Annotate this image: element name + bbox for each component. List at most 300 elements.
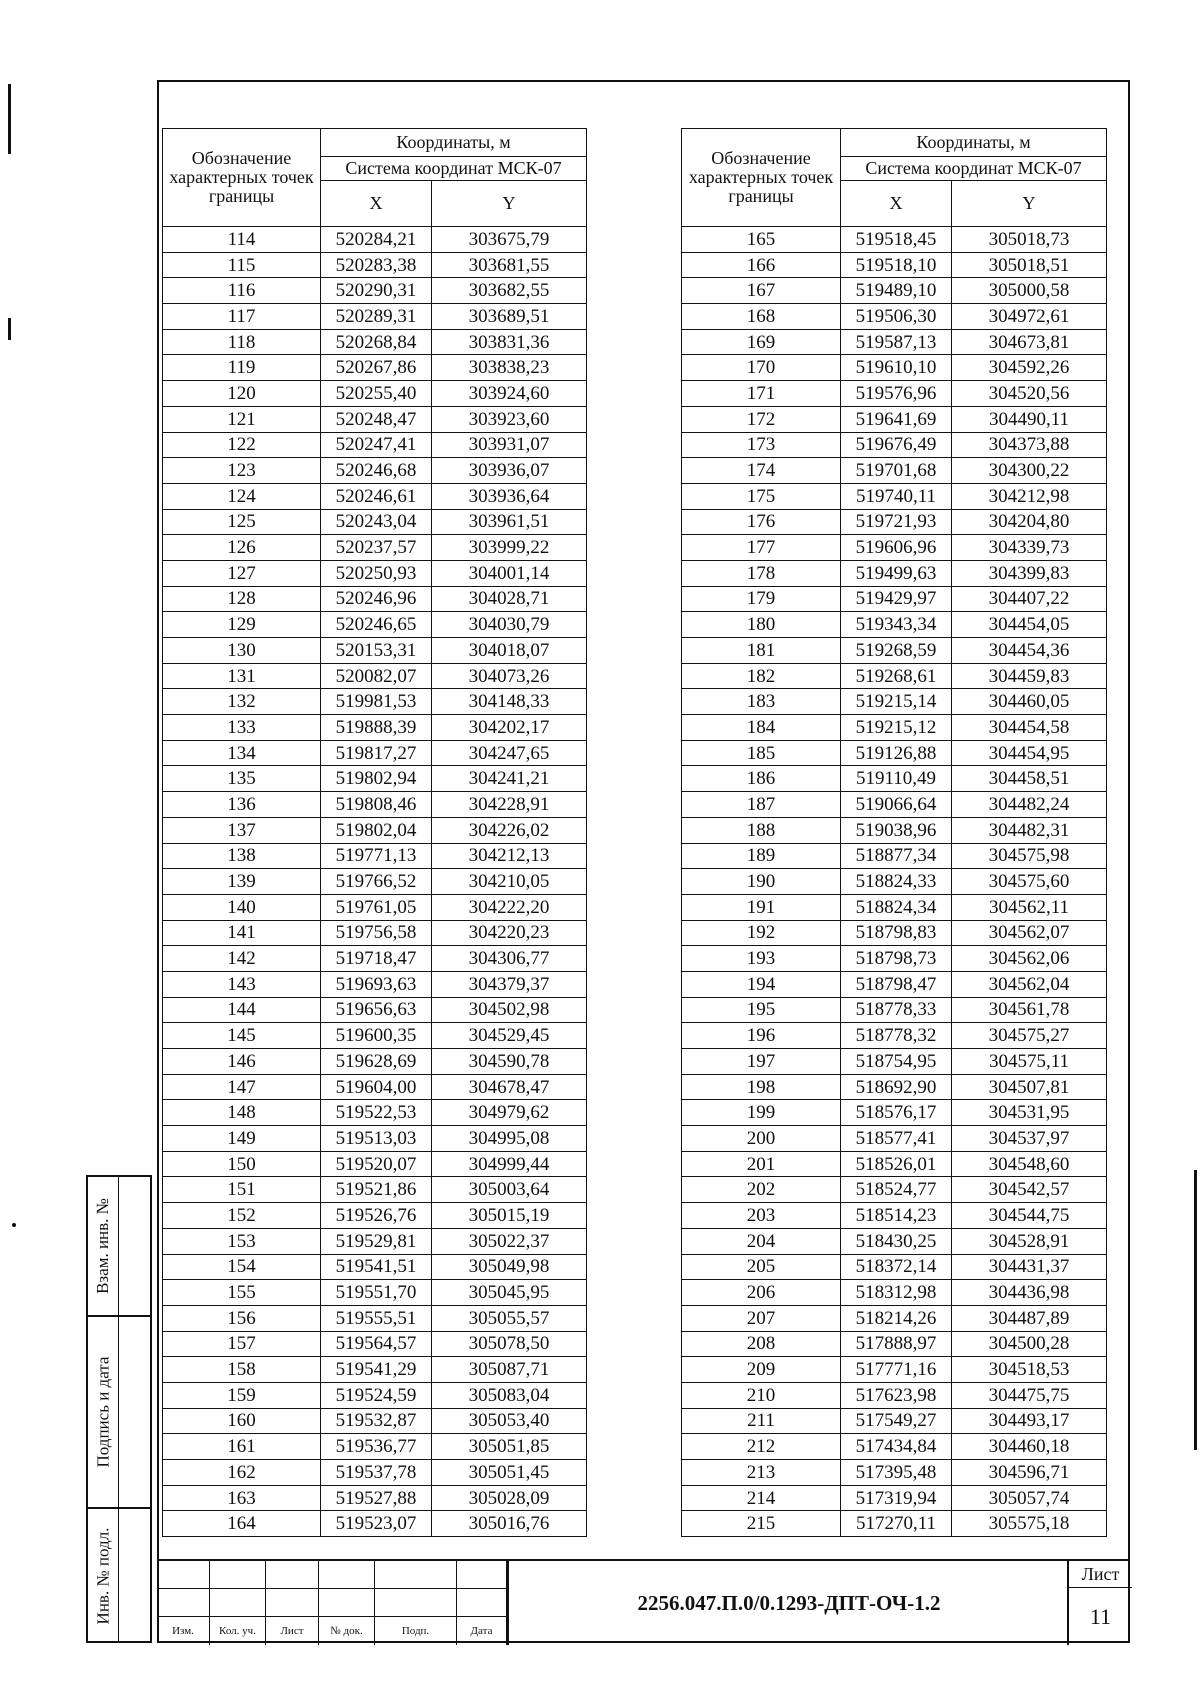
- y-coordinate-cell: 304454,36: [952, 638, 1107, 664]
- y-coordinate-cell: 304487,89: [952, 1305, 1107, 1331]
- point-number-cell: 136: [163, 792, 321, 818]
- coordinates-table-left: [162, 128, 587, 1537]
- x-coordinate-cell: 519343,34: [841, 612, 952, 638]
- y-coordinate-cell: 304018,07: [432, 638, 587, 664]
- sheet-box: [1067, 1561, 1132, 1645]
- y-coordinate-cell: 304148,33: [432, 689, 587, 715]
- x-coordinate-cell: 520246,65: [321, 612, 432, 638]
- table-row: [163, 971, 587, 997]
- point-number-cell: 169: [682, 329, 841, 355]
- point-number-cell: 203: [682, 1203, 841, 1229]
- side-stamp: [86, 1175, 152, 1643]
- x-coordinate-cell: 519610,10: [841, 355, 952, 381]
- point-number-cell: 121: [163, 406, 321, 432]
- x-coordinate-cell: 520267,86: [321, 355, 432, 381]
- y-coordinate-cell: 304204,80: [952, 509, 1107, 535]
- point-number-cell: 186: [682, 766, 841, 792]
- x-coordinate-cell: 519888,39: [321, 715, 432, 741]
- point-number-cell: 138: [163, 843, 321, 869]
- x-coordinate-cell: 518877,34: [841, 843, 952, 869]
- y-coordinate-cell: 305078,50: [432, 1331, 587, 1357]
- y-coordinate-cell: 303961,51: [432, 509, 587, 535]
- table-row: [163, 432, 587, 458]
- point-number-cell: 190: [682, 869, 841, 895]
- table-row: [163, 1331, 587, 1357]
- point-number-cell: 131: [163, 663, 321, 689]
- point-number-cell: 207: [682, 1305, 841, 1331]
- x-coordinate-cell: 520246,96: [321, 586, 432, 612]
- table-row: [682, 1228, 1107, 1254]
- point-number-cell: 155: [163, 1280, 321, 1306]
- x-coordinate-cell: 520153,31: [321, 638, 432, 664]
- point-number-cell: 202: [682, 1177, 841, 1203]
- table-row: [682, 920, 1107, 946]
- point-number-cell: 149: [163, 1126, 321, 1152]
- table-row: [163, 1485, 587, 1511]
- point-number-cell: 157: [163, 1331, 321, 1357]
- point-number-cell: 163: [163, 1485, 321, 1511]
- y-coordinate-cell: 303999,22: [432, 535, 587, 561]
- y-coordinate-cell: 304673,81: [952, 329, 1107, 355]
- table-row: [682, 1074, 1107, 1100]
- table-row: [163, 1280, 587, 1306]
- table-row: [163, 1074, 587, 1100]
- x-coordinate-cell: 520255,40: [321, 381, 432, 407]
- x-coordinate-cell: 519268,61: [841, 663, 952, 689]
- point-number-cell: 209: [682, 1357, 841, 1383]
- table-row: [163, 535, 587, 561]
- y-coordinate-cell: 304562,04: [952, 971, 1107, 997]
- table-row: [163, 792, 587, 818]
- y-header: Y: [432, 181, 587, 227]
- table-row: [682, 304, 1107, 330]
- table-row: [682, 278, 1107, 304]
- x-coordinate-cell: 518798,73: [841, 946, 952, 972]
- table-row: [682, 997, 1107, 1023]
- x-coordinate-cell: 519551,70: [321, 1280, 432, 1306]
- table-row: [163, 1151, 587, 1177]
- point-number-cell: 175: [682, 483, 841, 509]
- x-coordinate-cell: 518824,33: [841, 869, 952, 895]
- table-row: [682, 1177, 1107, 1203]
- left-table-body: [163, 227, 587, 1537]
- point-number-cell: 148: [163, 1100, 321, 1126]
- y-coordinate-cell: 304373,88: [952, 432, 1107, 458]
- x-coordinate-cell: 519215,12: [841, 715, 952, 741]
- sheet-number: 11: [1089, 1604, 1112, 1629]
- table-row: [163, 381, 587, 407]
- table-row: [163, 894, 587, 920]
- table-row: [682, 381, 1107, 407]
- point-number-cell: 196: [682, 1023, 841, 1049]
- table-row: [682, 1382, 1107, 1408]
- y-coordinate-cell: 304454,58: [952, 715, 1107, 741]
- coords-header: Координаты, м: [321, 129, 587, 157]
- table-row: [163, 1434, 587, 1460]
- point-number-cell: 215: [682, 1511, 841, 1537]
- side-label-inv-original: Инв. № подл.: [93, 1527, 112, 1625]
- x-coordinate-cell: 520290,31: [321, 278, 432, 304]
- x-coordinate-cell: 519524,59: [321, 1382, 432, 1408]
- y-coordinate-cell: 304247,65: [432, 740, 587, 766]
- y-coordinate-cell: 305045,95: [432, 1280, 587, 1306]
- x-coordinate-cell: 519513,03: [321, 1126, 432, 1152]
- table-row: [682, 252, 1107, 278]
- table-row: [682, 817, 1107, 843]
- x-coordinate-cell: 519536,77: [321, 1434, 432, 1460]
- table-row: [682, 227, 1107, 253]
- point-number-cell: 116: [163, 278, 321, 304]
- scan-mark: [8, 84, 11, 154]
- col-date: Дата: [457, 1617, 507, 1645]
- table-row: [163, 1382, 587, 1408]
- x-coordinate-cell: 519701,68: [841, 458, 952, 484]
- point-number-cell: 125: [163, 509, 321, 535]
- coord-system-header: Система координат МСК-07: [841, 157, 1107, 181]
- point-number-cell: 195: [682, 997, 841, 1023]
- y-coordinate-cell: 303923,60: [432, 406, 587, 432]
- point-number-cell: 154: [163, 1254, 321, 1280]
- table-row: [163, 946, 587, 972]
- point-number-cell: 147: [163, 1074, 321, 1100]
- point-number-cell: 183: [682, 689, 841, 715]
- point-number-cell: 135: [163, 766, 321, 792]
- x-coordinate-cell: 520246,68: [321, 458, 432, 484]
- x-coordinate-cell: 519600,35: [321, 1023, 432, 1049]
- table-row: [682, 406, 1107, 432]
- y-coordinate-cell: 304210,05: [432, 869, 587, 895]
- x-coordinate-cell: 518576,17: [841, 1100, 952, 1126]
- point-number-cell: 146: [163, 1049, 321, 1075]
- table-row: [163, 766, 587, 792]
- y-coordinate-cell: 304212,98: [952, 483, 1107, 509]
- y-coordinate-cell: 304548,60: [952, 1151, 1107, 1177]
- point-number-cell: 139: [163, 869, 321, 895]
- x-coordinate-cell: 518372,14: [841, 1254, 952, 1280]
- table-row: [682, 1331, 1107, 1357]
- point-number-cell: 140: [163, 894, 321, 920]
- x-coordinate-cell: 519126,88: [841, 740, 952, 766]
- y-coordinate-cell: 304537,97: [952, 1126, 1107, 1152]
- table-row: [682, 458, 1107, 484]
- table-row: [163, 1228, 587, 1254]
- table-row: [163, 920, 587, 946]
- point-number-cell: 130: [163, 638, 321, 664]
- point-number-cell: 161: [163, 1434, 321, 1460]
- x-coordinate-cell: 519038,96: [841, 817, 952, 843]
- y-coordinate-cell: 305015,19: [432, 1203, 587, 1229]
- x-coordinate-cell: 519761,05: [321, 894, 432, 920]
- y-coordinate-cell: 304030,79: [432, 612, 587, 638]
- x-coordinate-cell: 518798,83: [841, 920, 952, 946]
- table-row: [682, 1254, 1107, 1280]
- document-code: 2256.047.П.0/0.1293-ДПТ-ОЧ-1.2: [507, 1561, 1069, 1645]
- x-header: X: [841, 181, 952, 227]
- point-number-cell: 193: [682, 946, 841, 972]
- col-izm: Изм.: [157, 1617, 210, 1645]
- y-coordinate-cell: 304562,07: [952, 920, 1107, 946]
- y-coordinate-cell: 304518,53: [952, 1357, 1107, 1383]
- col-sign: Подп.: [375, 1617, 457, 1645]
- point-number-cell: 118: [163, 329, 321, 355]
- y-coordinate-cell: 304678,47: [432, 1074, 587, 1100]
- y-coordinate-cell: 305055,57: [432, 1305, 587, 1331]
- x-coordinate-cell: 519110,49: [841, 766, 952, 792]
- x-header: X: [321, 181, 432, 227]
- y-coordinate-cell: 304226,02: [432, 817, 587, 843]
- point-number-cell: 197: [682, 1049, 841, 1075]
- point-number-cell: 159: [163, 1382, 321, 1408]
- point-number-cell: 182: [682, 663, 841, 689]
- point-number-cell: 117: [163, 304, 321, 330]
- x-coordinate-cell: 518524,77: [841, 1177, 952, 1203]
- y-coordinate-cell: 304542,57: [952, 1177, 1107, 1203]
- x-coordinate-cell: 519740,11: [841, 483, 952, 509]
- point-number-cell: 160: [163, 1408, 321, 1434]
- y-coordinate-cell: 304222,20: [432, 894, 587, 920]
- y-coordinate-cell: 303936,64: [432, 483, 587, 509]
- x-coordinate-cell: 518312,98: [841, 1280, 952, 1306]
- point-number-cell: 152: [163, 1203, 321, 1229]
- x-coordinate-cell: 518778,33: [841, 997, 952, 1023]
- table-row: [163, 278, 587, 304]
- y-coordinate-cell: 304995,08: [432, 1126, 587, 1152]
- x-coordinate-cell: 518430,25: [841, 1228, 952, 1254]
- point-number-cell: 178: [682, 560, 841, 586]
- table-row: [163, 663, 587, 689]
- table-row: [163, 483, 587, 509]
- x-coordinate-cell: 519521,86: [321, 1177, 432, 1203]
- table-row: [163, 817, 587, 843]
- table-row: [682, 1460, 1107, 1486]
- table-row: [682, 586, 1107, 612]
- x-coordinate-cell: 518514,23: [841, 1203, 952, 1229]
- point-number-cell: 124: [163, 483, 321, 509]
- y-coordinate-cell: 303681,55: [432, 252, 587, 278]
- y-coordinate-cell: 304592,26: [952, 355, 1107, 381]
- table-row: [682, 432, 1107, 458]
- y-coordinate-cell: 304531,95: [952, 1100, 1107, 1126]
- y-coordinate-cell: 305087,71: [432, 1357, 587, 1383]
- y-coordinate-cell: 304458,51: [952, 766, 1107, 792]
- table-row: [682, 612, 1107, 638]
- y-coordinate-cell: 305003,64: [432, 1177, 587, 1203]
- point-number-cell: 185: [682, 740, 841, 766]
- x-coordinate-cell: 519541,29: [321, 1357, 432, 1383]
- table-row: [163, 1305, 587, 1331]
- x-coordinate-cell: 520247,41: [321, 432, 432, 458]
- table-row: [163, 1177, 587, 1203]
- point-number-cell: 137: [163, 817, 321, 843]
- y-coordinate-cell: 305083,04: [432, 1382, 587, 1408]
- point-number-cell: 153: [163, 1228, 321, 1254]
- title-block: [157, 1559, 1130, 1645]
- x-coordinate-cell: 519693,63: [321, 971, 432, 997]
- y-coordinate-cell: 304575,60: [952, 869, 1107, 895]
- table-row: [163, 406, 587, 432]
- point-number-cell: 205: [682, 1254, 841, 1280]
- x-coordinate-cell: 517771,16: [841, 1357, 952, 1383]
- y-coordinate-cell: 304482,24: [952, 792, 1107, 818]
- point-number-cell: 208: [682, 1331, 841, 1357]
- point-number-cell: 162: [163, 1460, 321, 1486]
- y-coordinate-cell: 304454,05: [952, 612, 1107, 638]
- y-coordinate-cell: 304220,23: [432, 920, 587, 946]
- point-number-cell: 199: [682, 1100, 841, 1126]
- x-coordinate-cell: 519808,46: [321, 792, 432, 818]
- y-coordinate-cell: 303675,79: [432, 227, 587, 253]
- point-number-cell: 204: [682, 1228, 841, 1254]
- point-number-cell: 119: [163, 355, 321, 381]
- point-number-cell: 134: [163, 740, 321, 766]
- y-coordinate-cell: 304544,75: [952, 1203, 1107, 1229]
- point-number-cell: 141: [163, 920, 321, 946]
- point-number-cell: 188: [682, 817, 841, 843]
- x-coordinate-cell: 517549,27: [841, 1408, 952, 1434]
- revision-grid: [157, 1561, 507, 1645]
- x-coordinate-cell: 519066,64: [841, 792, 952, 818]
- table-row: [163, 1254, 587, 1280]
- table-row: [163, 1049, 587, 1075]
- y-coordinate-cell: 304459,83: [952, 663, 1107, 689]
- y-coordinate-cell: 305049,98: [432, 1254, 587, 1280]
- x-coordinate-cell: 519489,10: [841, 278, 952, 304]
- x-coordinate-cell: 520289,31: [321, 304, 432, 330]
- point-number-cell: 177: [682, 535, 841, 561]
- coords-header: Координаты, м: [841, 129, 1107, 157]
- x-coordinate-cell: 519541,51: [321, 1254, 432, 1280]
- table-row: [682, 792, 1107, 818]
- point-number-cell: 122: [163, 432, 321, 458]
- y-coordinate-cell: 304562,06: [952, 946, 1107, 972]
- x-coordinate-cell: 519604,00: [321, 1074, 432, 1100]
- x-coordinate-cell: 517888,97: [841, 1331, 952, 1357]
- y-coordinate-cell: 304979,62: [432, 1100, 587, 1126]
- table-row: [682, 1357, 1107, 1383]
- scan-mark: [1194, 1170, 1197, 1450]
- point-number-cell: 191: [682, 894, 841, 920]
- table-row: [682, 1100, 1107, 1126]
- table-row: [163, 1126, 587, 1152]
- x-coordinate-cell: 518798,47: [841, 971, 952, 997]
- table-row: [682, 1305, 1107, 1331]
- y-coordinate-cell: 304399,83: [952, 560, 1107, 586]
- table-row: [163, 689, 587, 715]
- table-row: [163, 1460, 587, 1486]
- y-coordinate-cell: 304500,28: [952, 1331, 1107, 1357]
- x-coordinate-cell: 520284,21: [321, 227, 432, 253]
- y-coordinate-cell: 304306,77: [432, 946, 587, 972]
- table-row: [682, 1151, 1107, 1177]
- point-number-cell: 170: [682, 355, 841, 381]
- y-coordinate-cell: 304490,11: [952, 406, 1107, 432]
- y-coordinate-cell: 304482,31: [952, 817, 1107, 843]
- y-coordinate-cell: 304575,11: [952, 1049, 1107, 1075]
- y-coordinate-cell: 304228,91: [432, 792, 587, 818]
- side-label-exchange: Взам. инв. №: [93, 1198, 112, 1294]
- y-coordinate-cell: 305016,76: [432, 1511, 587, 1537]
- table-row: [682, 1280, 1107, 1306]
- x-coordinate-cell: 519555,51: [321, 1305, 432, 1331]
- y-coordinate-cell: 304339,73: [952, 535, 1107, 561]
- point-number-cell: 210: [682, 1382, 841, 1408]
- table-row: [682, 1485, 1107, 1511]
- y-coordinate-cell: 305051,45: [432, 1460, 587, 1486]
- y-coordinate-cell: 305022,37: [432, 1228, 587, 1254]
- point-number-cell: 181: [682, 638, 841, 664]
- x-coordinate-cell: 519756,58: [321, 920, 432, 946]
- y-coordinate-cell: 303924,60: [432, 381, 587, 407]
- table-row: [682, 355, 1107, 381]
- table-row: [163, 843, 587, 869]
- y-coordinate-cell: 304460,05: [952, 689, 1107, 715]
- point-number-cell: 126: [163, 535, 321, 561]
- y-coordinate-cell: 304475,75: [952, 1382, 1107, 1408]
- x-coordinate-cell: 519721,93: [841, 509, 952, 535]
- y-header: Y: [952, 181, 1107, 227]
- y-coordinate-cell: 304407,22: [952, 586, 1107, 612]
- x-coordinate-cell: 520243,04: [321, 509, 432, 535]
- table-row: [682, 663, 1107, 689]
- y-coordinate-cell: 303831,36: [432, 329, 587, 355]
- y-coordinate-cell: 305051,85: [432, 1434, 587, 1460]
- table-row: [163, 869, 587, 895]
- point-number-cell: 133: [163, 715, 321, 741]
- y-coordinate-cell: 304529,45: [432, 1023, 587, 1049]
- y-coordinate-cell: 304575,27: [952, 1023, 1107, 1049]
- x-coordinate-cell: 520250,93: [321, 560, 432, 586]
- x-coordinate-cell: 520082,07: [321, 663, 432, 689]
- y-coordinate-cell: 303936,07: [432, 458, 587, 484]
- x-coordinate-cell: 519518,10: [841, 252, 952, 278]
- table-row: [682, 869, 1107, 895]
- table-row: [163, 1100, 587, 1126]
- point-number-cell: 156: [163, 1305, 321, 1331]
- point-number-cell: 194: [682, 971, 841, 997]
- x-coordinate-cell: 519676,49: [841, 432, 952, 458]
- y-coordinate-cell: 304561,78: [952, 997, 1107, 1023]
- x-coordinate-cell: 519628,69: [321, 1049, 432, 1075]
- point-number-cell: 165: [682, 227, 841, 253]
- x-coordinate-cell: 519766,52: [321, 869, 432, 895]
- point-number-cell: 179: [682, 586, 841, 612]
- point-number-cell: 145: [163, 1023, 321, 1049]
- x-coordinate-cell: 519817,27: [321, 740, 432, 766]
- y-coordinate-cell: 304436,98: [952, 1280, 1107, 1306]
- x-coordinate-cell: 520237,57: [321, 535, 432, 561]
- point-number-cell: 151: [163, 1177, 321, 1203]
- y-coordinate-cell: 304562,11: [952, 894, 1107, 920]
- right-table-body: [682, 227, 1107, 1537]
- x-coordinate-cell: 518824,34: [841, 894, 952, 920]
- x-coordinate-cell: 519771,13: [321, 843, 432, 869]
- point-number-cell: 167: [682, 278, 841, 304]
- col-list: Лист: [266, 1617, 319, 1645]
- x-coordinate-cell: 519526,76: [321, 1203, 432, 1229]
- x-coordinate-cell: 519537,78: [321, 1460, 432, 1486]
- col-doc-no: № док.: [319, 1617, 375, 1645]
- table-row: [163, 227, 587, 253]
- table-row: [682, 766, 1107, 792]
- table-row: [682, 843, 1107, 869]
- table-row: [682, 535, 1107, 561]
- table-row: [682, 483, 1107, 509]
- x-coordinate-cell: 519802,04: [321, 817, 432, 843]
- y-coordinate-cell: 303682,55: [432, 278, 587, 304]
- point-number-cell: 168: [682, 304, 841, 330]
- x-coordinate-cell: 517319,94: [841, 1485, 952, 1511]
- point-number-cell: 173: [682, 432, 841, 458]
